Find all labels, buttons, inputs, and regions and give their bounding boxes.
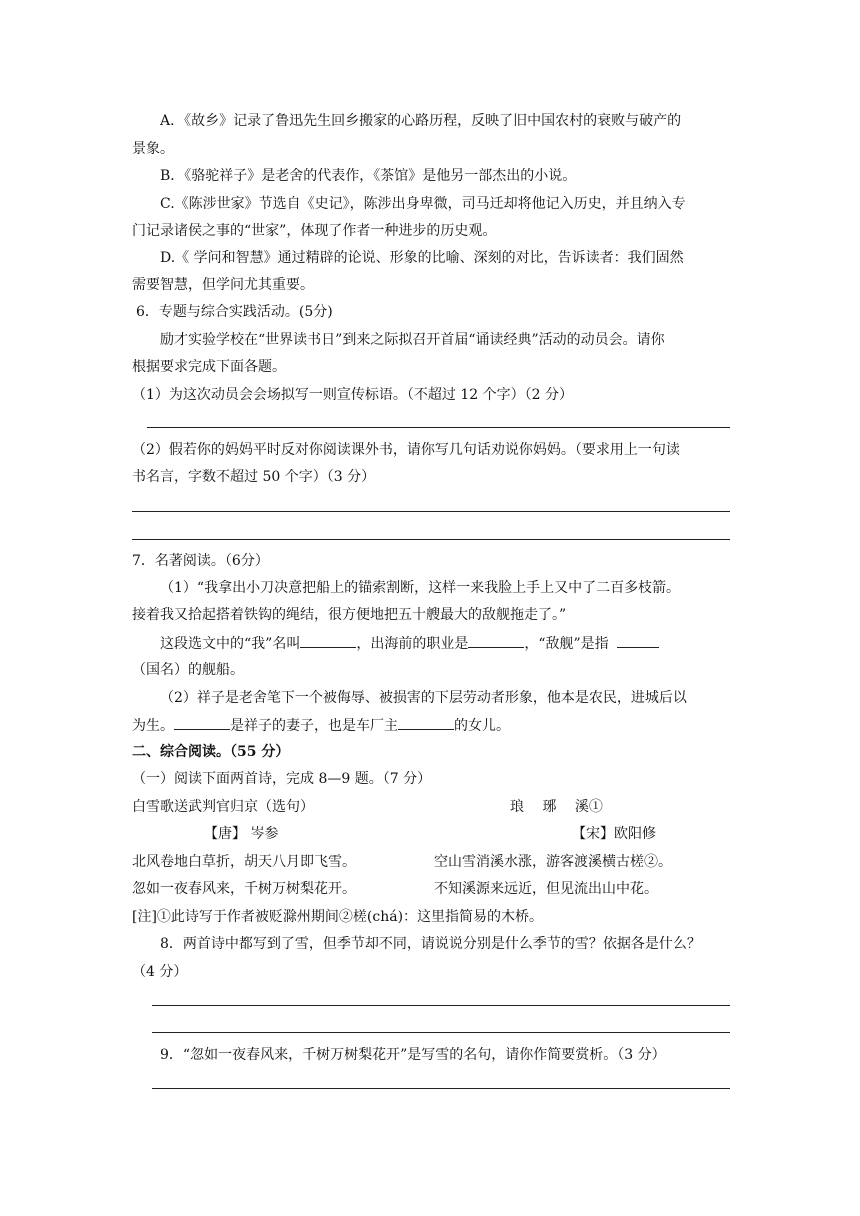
option-c-line2: 门记录诸侯之事的“世家”，体现了作者一种进步的历史观。 [132, 223, 497, 239]
q7-fill-text-3: ，“敌舰”是指 [524, 636, 609, 652]
q7-passage-line2: 接着我又拾起搭着铁钩的绳结，很方便地把五十艘最大的敌舰拖走了。” [132, 607, 567, 623]
q8-line2: （4 分） [132, 964, 188, 980]
q6-title: 6．专题与综合实践活动。(5分) [136, 304, 333, 320]
option-b: B．《骆驼祥子》是老舍的代表作，《茶馆》是他另一部杰出的小说。 [160, 168, 577, 184]
q9-line1: 9．“忽如一夜春风来，千树万树梨花开”是写雪的名句，请你作简要赏析。（3 分） [160, 1047, 666, 1063]
occupation-blank[interactable] [468, 633, 524, 648]
q6-sub1: （1）为这次动员会会场拟写一则宣传标语。（不超过 12 个字）（2 分） [132, 387, 573, 403]
option-a-line1: A．《故乡》记录了鲁迅先生回乡搬家的心路历程，反映了旧中国农村的衰败与破产的 [160, 113, 682, 129]
poem-left-title: 白雪歌送武判官归京（选句） [132, 799, 314, 815]
q7-q2-line2 [132, 715, 510, 736]
q7-q2-text-1: 为生。 [132, 718, 174, 734]
q6-sub2-line2: 书名言，字数不超过 50 个字）（3 分） [132, 469, 376, 485]
q7-q2-text-2: 是祥子的妻子，也是车厂主 [230, 718, 398, 734]
q8-line1: 8．两首诗中都写到了雪，但季节却不同，请说说分别是什么季节的雪？依据各是什么？ [160, 936, 701, 952]
poem-left-line1: 北风卷地白草折，胡天八月即飞雪。 [132, 854, 356, 870]
option-d-line1: D.《 学问和智慧》通过精辟的论说、形象的比喻、深刻的对比，告诉读者：我们固然 [160, 250, 684, 266]
q7-fill-line1 [160, 633, 659, 654]
q7-fill-text-1: 这段选文中的“我”名叫 [160, 636, 301, 652]
poem-right-title: 琅 琊 溪① [510, 799, 603, 815]
poem-note: [注]①此诗写于作者被贬滁州期间②槎(chá)：这里指简易的木桥。 [132, 909, 544, 925]
q9-answer-line[interactable] [152, 1088, 730, 1089]
poem-right-line2: 不知溪源来远近，但见流出山中花。 [434, 881, 658, 897]
q8-answer-line-1[interactable] [152, 1005, 730, 1006]
name-blank[interactable] [300, 633, 356, 648]
owner-blank[interactable] [398, 715, 454, 730]
q7-passage-line1: （1）“我拿出小刀决意把船上的锚索割断，这样一来我脸上手上又中了二百多枝箭。 [160, 580, 681, 596]
q7-fill-text-2: ，出海前的职业是 [356, 636, 469, 652]
option-a-line2: 景象。 [132, 141, 174, 157]
q7-q2-text-3: 的女儿。 [454, 718, 510, 734]
section2-title: 二、综合阅读。（55 分） [132, 744, 290, 760]
section2-sub: （一）阅读下面两首诗，完成 8—9 题。（7 分） [132, 771, 432, 787]
q7-q2-line1: （2）祥子是老舍笔下一个被侮辱、被损害的下层劳动者形象，他本是农民，进城后以 [160, 690, 687, 706]
poem-left-author: 【唐】 岑参 [204, 826, 279, 842]
wife-blank[interactable] [174, 715, 230, 730]
q6-answer-line-2[interactable] [132, 511, 730, 512]
q6-sub2-line1: （2）假若你的妈妈平时反对你阅读课外书，请你写几句话劝说你妈妈。（要求用上一句读 [132, 442, 680, 458]
option-c-line1: C.《陈涉世家》节选自《史记》，陈涉出身卑微，司马迁却将他记入历史，并且纳入专 [160, 196, 686, 212]
poem-right-line1: 空山雪消溪水涨，游客渡溪横古槎②。 [434, 854, 672, 870]
q6-intro-line1: 励才实验学校在“世界读书日”到来之际拟召开首届“诵读经典”活动的动员会。请你 [160, 332, 665, 348]
country-blank[interactable] [617, 633, 659, 648]
q8-answer-line-2[interactable] [152, 1032, 730, 1033]
q6-answer-line-1[interactable] [147, 427, 730, 428]
poem-left-line2: 忽如一夜春风来，千树万树梨花开。 [132, 881, 356, 897]
q6-answer-line-3[interactable] [132, 539, 730, 540]
q6-intro-line2: 根据要求完成下面各题。 [132, 359, 286, 375]
q7-fill-line2: （国名）的舰船。 [132, 662, 244, 678]
option-d-line2: 需要智慧，但学问尤其重要。 [132, 277, 314, 293]
q7-title: 7．名著阅读。（6分） [132, 553, 269, 569]
poem-right-author: 【宋】欧阳修 [572, 826, 656, 842]
